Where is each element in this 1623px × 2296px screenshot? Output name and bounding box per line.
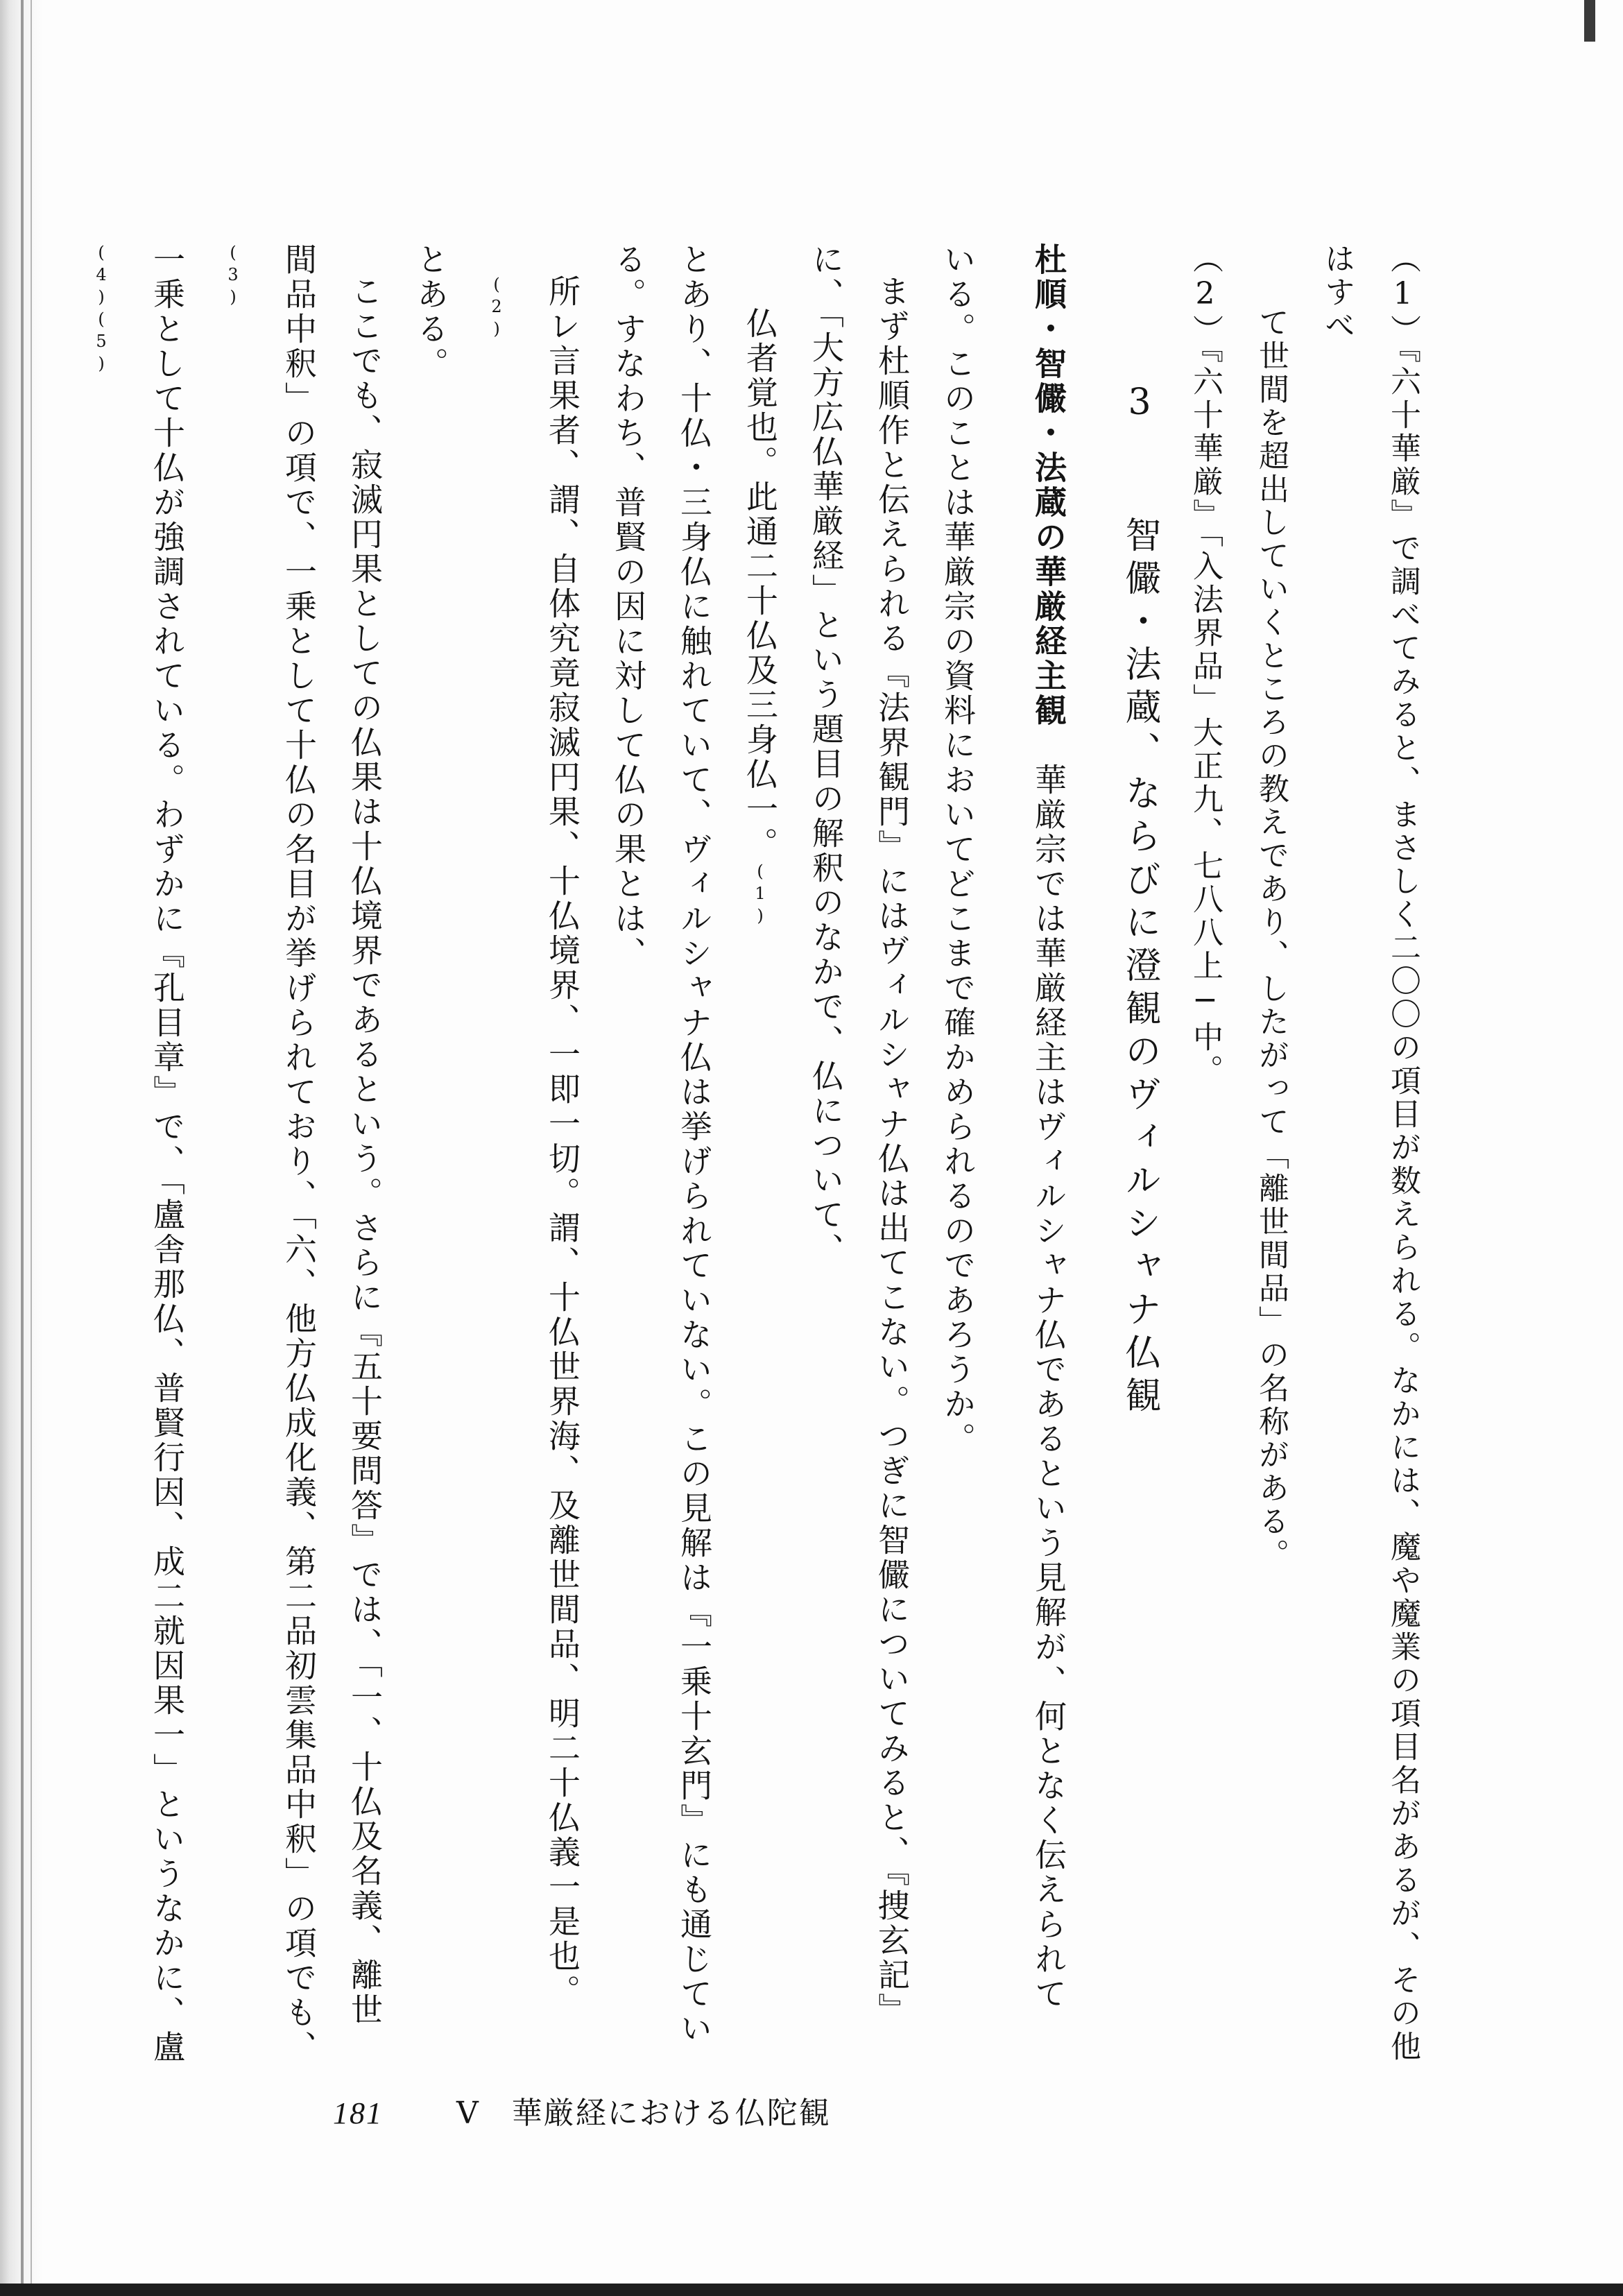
scan-edge-mark [1584, 0, 1595, 42]
section-number: 3 [1119, 382, 1160, 430]
reference-2: (2) [487, 275, 506, 341]
body-line-1-text: 華厳宗では華厳経主はヴィルシャナ仏であるという見解が、何となく伝えられて [1030, 763, 1067, 2012]
body-line-7: とある。 [412, 243, 449, 382]
body-line-10 [68, 243, 200, 2074]
chapter-number: V [456, 2096, 480, 2131]
vertical-text-block [92, 243, 1436, 2074]
section-title: 智儼・法蔵、ならびに澄観のヴィルシャナ仏観 [1119, 516, 1160, 1419]
body-line-1 [1015, 243, 1081, 2074]
body-line-2: いる。このことは華厳宗の資料においてどこまで確かめられるのであろうか。 [939, 243, 977, 1457]
section-title-gap [1119, 430, 1160, 516]
body-line-4: に、「大方広仏華厳経」という題目の解釈のなかで、仏について、 [807, 243, 845, 1267]
body-line-10-text: 一乗として十仏が強調されている。わずかに『孔目章』で、「盧舎那仏、普賢行因、成二就因果一」というなかに、盧 [148, 243, 186, 2065]
reference-3: (3) [223, 243, 243, 309]
quote-line-2-text: 所レ言果者、謂、自体究竟寂滅円果、十仏境界、一即一切。謂、十仏世界海、及離世間品、明二十仏義一是也。 [544, 275, 581, 2009]
body-line-6: る。すなわち、普賢の因に対して仏の果とは、 [610, 243, 647, 971]
binding-line-secondary [31, 0, 32, 2296]
reference-5: (5) [92, 309, 111, 376]
body-line-9-text: 間品中釈」の項で、一乗として十仏の名目が挙げられており、「六、他方仏成化義、第二品初雲集品中釈」の項でも、 [280, 243, 318, 2065]
chapter-title: 華厳経における仏陀観 [511, 2096, 831, 2131]
body-line-3: まず杜順作と伝えられる『法界観門』にはヴィルシャナ仏は出てこない。つぎに智儼についてみると、『捜玄記』 [873, 275, 911, 2028]
body-line-8: ここでも、寂滅円果としての仏果は十仏境界であるという。さらに『五十要問答』では、「一、十仏及名義、離世 [346, 275, 384, 2028]
reference-4: (4) [92, 243, 111, 309]
quote-line-1 [727, 243, 793, 2074]
note-line-1: （1）『六十華厳』で調べてみると、まさしく二〇〇の項目が数えられる。なかには、魔や魔業の項目名があるが、その他はすべ [1319, 243, 1420, 2064]
note-line-3: （2）『六十華厳』「入法界品」大正九、七八八上─中。 [1187, 243, 1223, 1088]
note-line-2: て世間を超出していくところの教えであり、したがって「離世間品」の名称がある。 [1253, 307, 1289, 1572]
quote-line-2 [463, 243, 595, 2074]
binding-line [21, 0, 24, 2296]
section-heading [1106, 243, 1172, 2074]
quote-line-1-text: 仏者覚也。此通二十仏及三身仏一。 [741, 307, 779, 862]
body-line-5: とあり、十仏・三身仏に触れていて、ヴィルシャナ仏は挙げられていない。この見解は『一乗十玄門』にも通じてい [676, 243, 713, 2046]
page-footer [333, 2088, 831, 2132]
reference-1: (1) [750, 862, 770, 928]
page-number: 181 [333, 2096, 383, 2130]
subheading: 杜順・智儼・法蔵の華厳経主観 [1030, 243, 1067, 728]
subheading-gap [1030, 728, 1067, 763]
scan-bottom-edge [0, 2284, 1623, 2296]
body-line-9 [200, 243, 332, 2074]
